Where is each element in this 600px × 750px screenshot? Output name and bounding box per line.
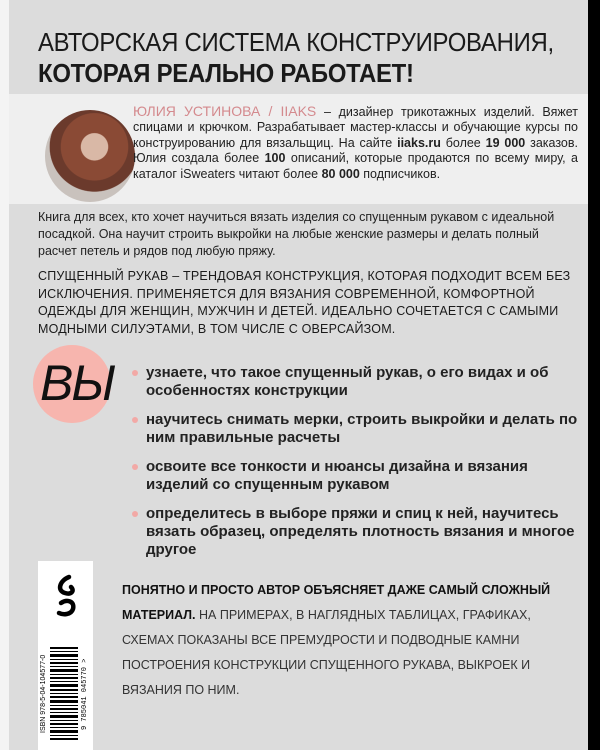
barcode-digits: 9 785041 045770 >	[81, 658, 89, 730]
left-edge	[0, 0, 9, 750]
author-bio	[133, 104, 578, 182]
closing-paragraph	[122, 578, 562, 703]
book-spine	[588, 0, 600, 750]
barcode-icon	[49, 645, 79, 743]
bullet-dot-icon	[132, 464, 138, 470]
publisher-strip	[38, 561, 93, 750]
list-item-text: определитесь в выборе пряжи и спиц к ней, научитесь вязать образец, определять плотность вязания и многое другое	[146, 505, 575, 558]
author-site: iiaks.ru	[397, 135, 441, 150]
author-name: ЮЛИЯ УСТИНОВА / IIAKS	[133, 103, 317, 119]
you-label: ВЫ	[40, 355, 114, 411]
list-item-text: научитесь снимать мерки, строить выкройки и делать по ним правильные расчеты	[146, 411, 578, 446]
descriptions-count: 100	[264, 151, 286, 166]
publisher-logo-icon	[51, 573, 81, 618]
bio-text: подписчиков.	[359, 166, 441, 181]
intro-paragraph: Книга для всех, кто хочет научиться вязать изделия со спущенным рукавом с идеальной посадкой. Она научит строить выкройки на любые женские размеры и делать полный расчет петель и рядов под любую пряжу.	[38, 210, 555, 258]
bio-text: более	[440, 135, 486, 150]
orders-count: 19 000	[485, 135, 526, 150]
author-photo	[45, 110, 135, 202]
list-item	[128, 364, 583, 400]
bullet-dot-icon	[132, 417, 138, 423]
list-item-text: узнаете, что такое спущенный рукав, о его видах и об особенностях конструкции	[146, 364, 549, 399]
list-item	[128, 458, 583, 494]
closing-text: НА ПРИМЕРАХ, В НАГЛЯДНЫХ ТАБЛИЦАХ, ГРАФИКАХ, СХЕМАХ ПОКАЗАНЫ ВСЕ ПРЕМУДРОСТИ И ПОДВОДНЫЕ КАМНИ ПОСТРОЕНИЯ КОНСТРУКЦИИ СПУЩЕННОГО РУКАВА, ВЫКРОЕК И ВЯЗАНИЯ ПО НИМ.	[122, 608, 531, 697]
bullet-dot-icon	[132, 511, 138, 517]
benefits-list	[128, 364, 583, 559]
closing-bold: ПОНЯТНО И ПРОСТО АВТОР ОБЪЯСНЯЕТ ДАЖЕ САМЫЙ СЛОЖНЫЙ МАТЕРИАЛ.	[122, 583, 551, 622]
list-item	[128, 411, 583, 447]
list-item-text: освоите все тонкости и нюансы дизайна и вязания изделий со спущенным рукавом	[146, 458, 528, 493]
feature-paragraph: СПУЩЕННЫЙ РУКАВ – ТРЕНДОВАЯ КОНСТРУКЦИЯ, КОТОРАЯ ПОДХОДИТ ВСЕМ БЕЗ ИСКЛЮЧЕНИЯ. ПРИМЕНЯЕТСЯ ДЛЯ ВЯЗАНИЯ СОВРЕМЕННОЙ, КОМФОРТНОЙ ОДЕЖДЫ ДЛЯ ЖЕНЩИН, МУЖЧИН И ДЕТЕЙ. ИДЕАЛЬНО СОЧЕТАЕТСЯ С САМЫМИ МОДНЫМИ СИЛУЭТАМИ, В ТОМ ЧИСЛЕ С ОВЕРСАЙЗОМ.	[38, 269, 571, 336]
list-item	[128, 505, 583, 559]
headline-line-1: АВТОРСКАЯ СИСТЕМА КОНСТРУИРОВАНИЯ,	[38, 27, 554, 57]
headline	[38, 27, 554, 89]
author-panel	[9, 94, 588, 204]
headline-line-2: КОТОРАЯ РЕАЛЬНО РАБОТАЕТ!	[38, 58, 414, 88]
bullet-dot-icon	[132, 370, 138, 376]
bio-text: описаний, которые продаются по всему миру, а каталог iSweaters читают более	[133, 151, 578, 181]
bio-text: заказов. Юлия создала более	[133, 135, 578, 166]
subscribers-count: 80 000	[321, 166, 360, 181]
bio-text: – дизайнер трикотажных изделий. Вяжет спицами и крючком. Разрабатывает мастер-классы и обучающие курсы по конструированию для вязальщиц. На сайте	[133, 105, 579, 150]
isbn-number: ISBN 978-5-04-104577-0	[40, 654, 47, 734]
